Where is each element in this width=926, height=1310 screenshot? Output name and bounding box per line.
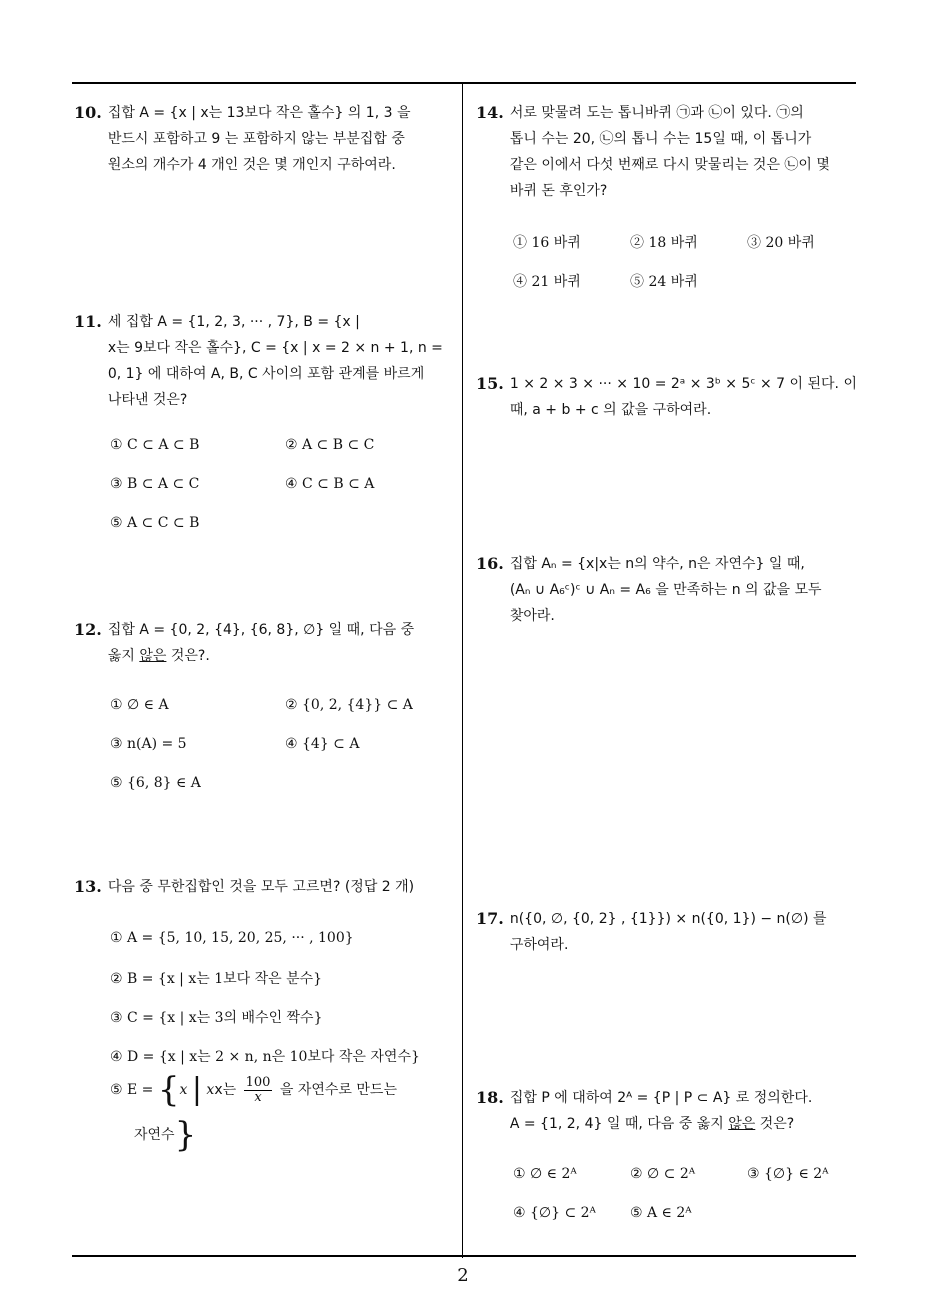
top-rule bbox=[72, 82, 856, 84]
question-text-line: 원소의 개수가 4 개인 것은 몇 개인지 구하여라. bbox=[107, 157, 396, 173]
option-prefix: ⑤ E = bbox=[110, 1082, 154, 1098]
question-11 bbox=[74, 309, 459, 413]
answer-option[interactable]: ① A = {5, 10, 15, 20, 25, ··· , 100} bbox=[110, 930, 354, 946]
answer-option[interactable]: ④ D = {x | x는 2 × n, n은 10보다 작은 자연수} bbox=[110, 1049, 420, 1065]
page-number: 2 bbox=[457, 1265, 469, 1286]
question-number: 13. bbox=[74, 877, 102, 896]
set-variable: x bbox=[179, 1082, 188, 1098]
question-text-line: 집합 A = {x | x는 13보다 작은 홀수} 의 1, 3 을 bbox=[107, 105, 411, 121]
question-text-line: 찾아라. bbox=[509, 608, 555, 624]
question-text-line: 같은 이에서 다섯 번째로 다시 맞물리는 것은 ㉡이 몇 bbox=[509, 157, 830, 173]
question-14 bbox=[476, 100, 861, 204]
option-text: 을 자연수로 만드는 bbox=[279, 1082, 397, 1098]
answer-option[interactable]: ③ B ⊂ A ⊂ C bbox=[110, 476, 200, 492]
answer-option[interactable]: ④ {∅} ⊂ 2ᴬ bbox=[513, 1205, 596, 1221]
question-number: 11. bbox=[74, 312, 102, 331]
answer-option[interactable]: ② A ⊂ B ⊂ C bbox=[285, 437, 375, 453]
question-number: 14. bbox=[476, 103, 504, 122]
question-17 bbox=[476, 906, 861, 958]
answer-option-5[interactable] bbox=[110, 1070, 397, 1110]
fraction bbox=[244, 1076, 273, 1105]
question-text-line: 다음 중 무한집합인 것을 모두 고르면? (정답 2 개) bbox=[107, 879, 415, 895]
answer-option[interactable]: ③ 20 바퀴 bbox=[747, 235, 815, 251]
column-divider bbox=[462, 83, 463, 1258]
answer-option-5-line2 bbox=[134, 1115, 197, 1155]
question-number: 10. bbox=[74, 103, 102, 122]
answer-option[interactable]: ① ∅ ∈ 2ᴬ bbox=[513, 1166, 577, 1182]
answer-option[interactable]: ④ {4} ⊂ A bbox=[285, 736, 360, 752]
answer-option[interactable]: ④ 21 바퀴 bbox=[513, 274, 581, 290]
answer-option[interactable]: ⑤ 24 바퀴 bbox=[630, 274, 698, 290]
question-18 bbox=[476, 1085, 861, 1137]
text-fragment: A = {1, 2, 4} 일 때, 다음 중 옳지 bbox=[509, 1116, 729, 1132]
vertical-bar: | bbox=[191, 1072, 202, 1107]
question-text-line: 집합 A = {0, 2, {4}, {6, 8}, ∅} 일 때, 다음 중 bbox=[107, 622, 415, 638]
question-text-line bbox=[108, 643, 414, 669]
answer-option[interactable]: ① 16 바퀴 bbox=[513, 235, 581, 251]
answer-option[interactable]: ② {0, 2, {4}} ⊂ A bbox=[285, 697, 413, 713]
question-number: 18. bbox=[476, 1088, 504, 1107]
answer-option[interactable]: ③ C = {x | x는 3의 배수인 짝수} bbox=[110, 1010, 323, 1026]
answer-option[interactable]: ② ∅ ⊂ 2ᴬ bbox=[630, 1166, 696, 1182]
right-brace: } bbox=[174, 1115, 197, 1155]
answer-option[interactable]: ⑤ A ⊂ C ⊂ B bbox=[110, 515, 200, 531]
question-text-line bbox=[510, 1111, 812, 1137]
question-text-line: 0, 1} 에 대하여 A, B, C 사이의 포함 관계를 바르게 bbox=[107, 366, 425, 382]
option-text: 자연수 bbox=[134, 1127, 175, 1143]
answer-option[interactable]: ③ n(A) = 5 bbox=[110, 736, 187, 752]
underlined-text: 않은 bbox=[728, 1116, 756, 1132]
question-16 bbox=[476, 551, 861, 629]
text-fragment: 것은?. bbox=[166, 648, 210, 664]
question-text-line: n({0, ∅, {0, 2} , {1}}) × n({0, 1}) − n(∅) 를 bbox=[509, 911, 827, 927]
question-number: 15. bbox=[476, 374, 504, 393]
question-10 bbox=[74, 100, 454, 178]
question-12 bbox=[74, 617, 459, 669]
answer-option[interactable]: ⑤ {6, 8} ∈ A bbox=[110, 775, 201, 791]
question-text-line: 1 × 2 × 3 × ··· × 10 = 2ᵃ × 3ᵇ × 5ᶜ × 7 이 된다. 이 bbox=[509, 376, 857, 392]
denominator: x bbox=[254, 1089, 262, 1105]
question-text-line: 집합 Aₙ = {x|x는 n의 약수, n은 자연수} 일 때, bbox=[509, 556, 805, 572]
question-text-line: 때, a + b + c 의 값을 구하여라. bbox=[509, 402, 712, 418]
bottom-rule bbox=[72, 1255, 856, 1257]
question-text-line: 집합 P 에 대하여 2ᴬ = {P | P ⊂ A} 로 정의한다. bbox=[509, 1090, 813, 1106]
left-brace: { bbox=[157, 1070, 180, 1110]
question-text-line: 나타낸 것은? bbox=[107, 392, 188, 408]
answer-option[interactable]: ① C ⊂ A ⊂ B bbox=[110, 437, 200, 453]
question-text-line: (Aₙ ∪ A₆ᶜ)ᶜ ∪ Aₙ = A₆ 을 만족하는 n 의 값을 모두 bbox=[509, 582, 822, 598]
question-15 bbox=[476, 371, 861, 423]
answer-option[interactable]: ⑤ A ∈ 2ᴬ bbox=[630, 1205, 692, 1221]
answer-option[interactable]: ④ C ⊂ B ⊂ A bbox=[285, 476, 375, 492]
option-var: x bbox=[206, 1082, 215, 1098]
underlined-text: 않은 bbox=[139, 648, 167, 664]
question-number: 12. bbox=[74, 620, 102, 639]
question-13 bbox=[74, 874, 459, 900]
numerator: 100 bbox=[245, 1074, 271, 1090]
text-fragment: 것은? bbox=[755, 1116, 795, 1132]
question-number: 17. bbox=[476, 909, 504, 928]
question-text-line: 반드시 포함하고 9 는 포함하지 않는 부분집합 중 bbox=[107, 131, 405, 147]
question-text-line: x는 9보다 작은 홀수}, C = {x | x = 2 × n + 1, n = bbox=[107, 340, 443, 356]
answer-option[interactable]: ① ∅ ∈ A bbox=[110, 697, 169, 713]
question-text-line: 바퀴 돈 후인가? bbox=[509, 183, 608, 199]
answer-option[interactable]: ② 18 바퀴 bbox=[630, 235, 698, 251]
question-text-line: 세 집합 A = {1, 2, 3, ··· , 7}, B = {x | bbox=[107, 314, 360, 330]
option-text: x는 bbox=[214, 1082, 237, 1098]
text-fragment: 옳지 bbox=[107, 648, 140, 664]
answer-option[interactable]: ② B = {x | x는 1보다 작은 분수} bbox=[110, 971, 323, 987]
question-text-line: 톱니 수는 20, ㉡의 톱니 수는 15일 때, 이 톱니가 bbox=[509, 131, 812, 147]
question-text-line: 서로 맞물려 도는 톱니바퀴 ㉠과 ㉡이 있다. ㉠의 bbox=[509, 105, 804, 121]
question-text-line: 구하여라. bbox=[509, 937, 569, 953]
answer-option[interactable]: ③ {∅} ∈ 2ᴬ bbox=[747, 1166, 829, 1182]
question-number: 16. bbox=[476, 554, 504, 573]
